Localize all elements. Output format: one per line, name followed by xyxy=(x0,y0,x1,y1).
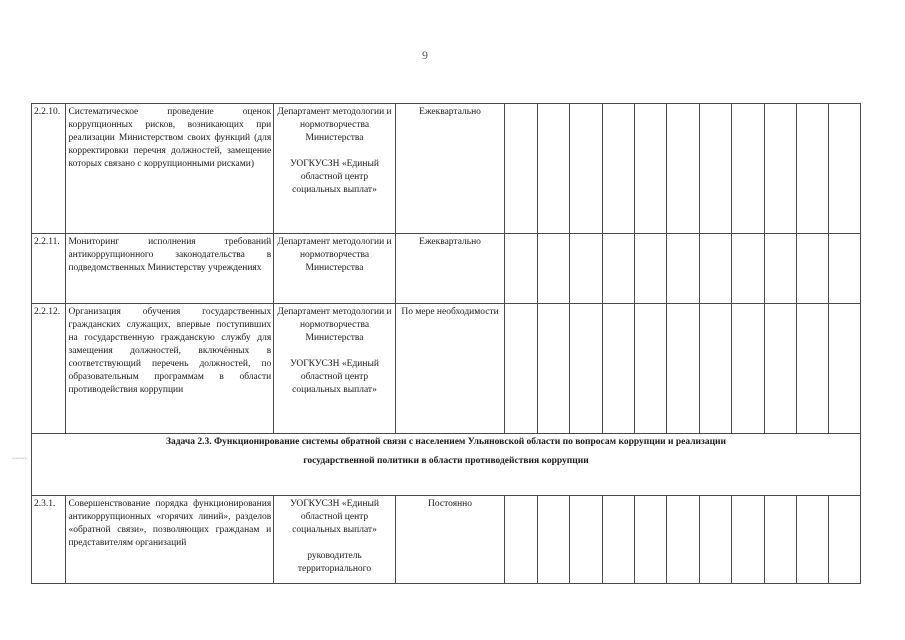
item-term: Ежеквартально xyxy=(395,104,504,234)
item-responsible xyxy=(274,234,396,304)
item-number: 2.2.12. xyxy=(32,304,66,434)
item-description: Совершенствование порядка функционирования антикоррупционных «горячих линий», разделов «обратной связи», позволяющих гражданам и представителям организаций xyxy=(66,496,274,584)
item-description: Организация обучения государственных гражданских служащих, впервые поступивших на государственную гражданскую службу для замещения должностей, включённых в соответствующий перечень должностей, по образовательным программам в области противодействия коррупции xyxy=(66,304,274,434)
responsible-secondary: УОГКУСЗН «Единый областной центр социальных выплат» xyxy=(290,359,379,395)
item-term: Постоянно xyxy=(395,496,504,584)
task-heading-line1: Задача 2.3. Функционирование системы обратной связи с населением Ульяновской области по вопросам коррупции и реализации xyxy=(165,437,727,447)
item-responsible xyxy=(274,104,396,234)
table-row xyxy=(32,104,861,234)
measures-table xyxy=(31,103,861,584)
task-heading xyxy=(32,434,861,496)
table-row xyxy=(32,496,861,584)
responsible-primary: Департамент методологии и нормотворчества Министерства xyxy=(277,307,392,343)
responsible-primary: Департамент методологии и нормотворчества Министерства xyxy=(277,237,392,273)
item-description: Систематическое проведение оценок коррупционных рисков, возникающих при реализации Министерством своих функций (для корректировки перечня должностей, замещение которых связано с коррупционными рисками) xyxy=(66,104,274,234)
item-number: 2.2.11. xyxy=(32,234,66,304)
responsible-primary: УОГКУСЗН «Единый областной центр социальных выплат» xyxy=(290,499,379,535)
item-responsible xyxy=(274,304,396,434)
item-responsible xyxy=(274,496,396,584)
item-description: Мониторинг исполнения требований антикоррупционного законодательства в подведомственных Министерству учреждениях xyxy=(66,234,274,304)
task-heading-row xyxy=(32,434,861,496)
table-row xyxy=(32,234,861,304)
item-term: Ежеквартально xyxy=(395,234,504,304)
responsible-secondary: УОГКУСЗН «Единый областной центр социальных выплат» xyxy=(290,159,379,195)
page-number: 9 xyxy=(422,48,429,62)
item-term: По мере необходимости xyxy=(395,304,504,434)
responsible-secondary: руководитель территориального xyxy=(297,551,372,574)
table-row xyxy=(32,304,861,434)
responsible-primary: Департамент методологии и нормотворчества Министерства xyxy=(277,107,392,143)
item-number: 2.3.1. xyxy=(32,496,66,584)
margin-note: ~~~~ xyxy=(12,455,28,463)
item-number: 2.2.10. xyxy=(32,104,66,234)
task-heading-line2: государственной политики в области противодействия коррупции xyxy=(303,456,589,466)
